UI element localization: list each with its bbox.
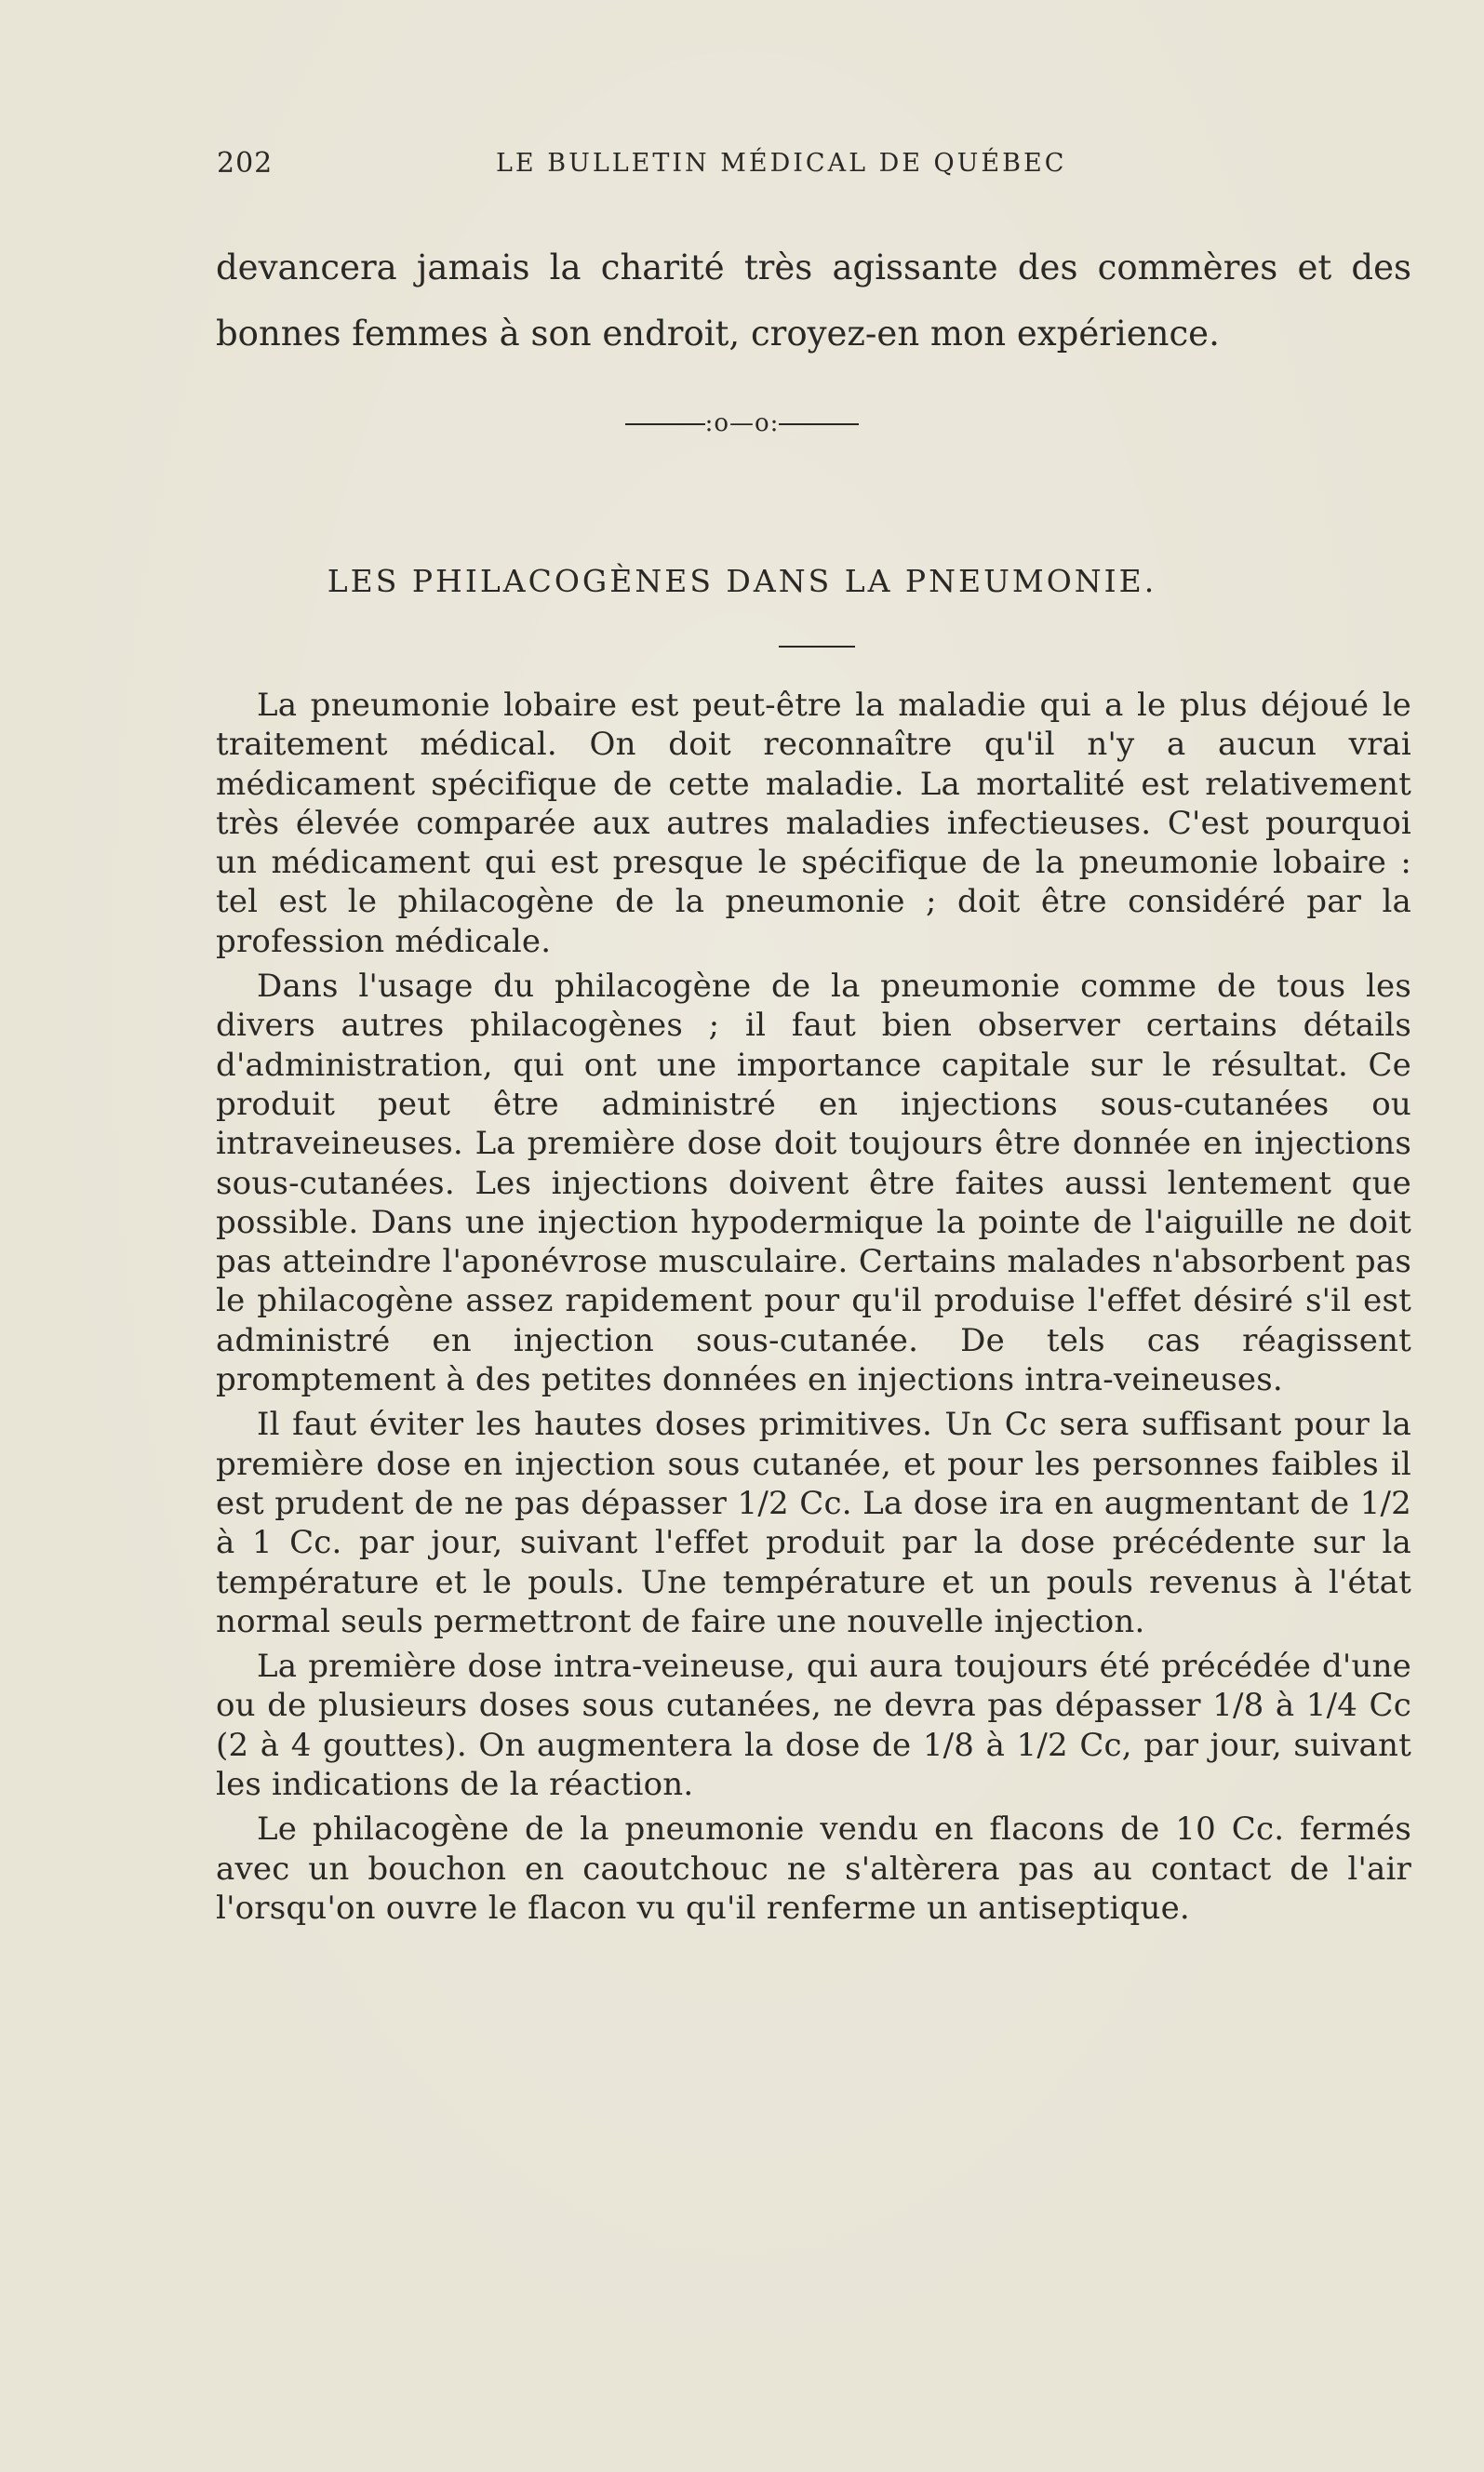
article-paragraph: La première dose intra-veineuse, qui aura toujours été précédée d'une ou de plusieurs doses sous cutanées, ne devra pas dépasser 1/8 à 1/4 Cc (2 à 4 gouttes). On augmentera la dose de 1/8 à 1/2 Cc, par jour, suivant les indications de la réaction. xyxy=(216,1648,1411,1804)
page-number: 202 xyxy=(217,147,274,180)
continuation-paragraph: devancera jamais la charité très agissante des commères et des bonnes femmes à son endroit, croyez-en mon expérience. xyxy=(216,247,1411,354)
section-separator xyxy=(0,409,1484,437)
separator-rule-left xyxy=(625,423,705,425)
article-paragraph: Il faut éviter les hautes doses primitives. Un Cc sera suffisant pour la première dose en injection sous cutanée, et pour les personnes faibles il est prudent de ne pas dépasser 1/2 Cc. La dose ira en augmentant de 1/2 à 1 Cc. par jour, suivant l'effet produit par la dose précédente sur la température et le pouls. Une température et un pouls revenus à l'état normal seuls permettront de faire une nouvelle injection. xyxy=(216,1406,1411,1640)
page-header xyxy=(217,147,1240,194)
running-head: LE BULLETIN MÉDICAL DE QUÉBEC xyxy=(496,149,1067,178)
article-body xyxy=(216,686,1411,1933)
article-paragraph: La pneumonie lobaire est peut-être la maladie qui a le plus déjoué le traitement médical. On doit reconnaître qu'il n'y a aucun vrai médicament spécifique de cette maladie. La mortalité est relativement très élevée comparée aux autres maladies infectieuses. C'est pourquoi un médicament qui est presque le spécifique de la pneumonie lobaire : tel est le philacogène de la pneumonie ; doit être considéré par la profession médicale. xyxy=(216,687,1411,960)
article-title: LES PHILACOGÈNES DANS LA PNEUMONIE. xyxy=(327,563,1157,599)
article-paragraph: Le philacogène de la pneumonie vendu en flacons de 10 Cc. fermés avec un bouchon en caoutchouc ne s'altèrera pas au contact de l'air l'orsqu'on ouvre le flacon vu qu'il renferme un antiseptique. xyxy=(216,1811,1411,1927)
title-underline-rule xyxy=(779,646,855,648)
article-paragraph: Dans l'usage du philacogène de la pneumonie comme de tous les divers autres philacogènes ; il faut bien observer certains détails d'administration, qui ont une importance capitale sur le résultat. Ce produit peut être administré en injections sous-cutanées ou intraveineuses. La première dose doit toujours être donnée en injections sous-cutanées. Les injections doivent être faites aussi lentement que possible. Dans une injection hypodermique la pointe de l'aiguille ne doit pas atteindre l'aponévrose musculaire. Certains malades n'absorbent pas le philacogène assez rapidement pour qu'il produise l'effet désiré s'il est administré en injection sous-cutanée. De tels cas réagissent promptement à des petites données en injections intra-veineuses. xyxy=(216,968,1411,1399)
separator-rule-right xyxy=(779,423,859,425)
separator-ornament: :o—o: xyxy=(704,409,780,437)
